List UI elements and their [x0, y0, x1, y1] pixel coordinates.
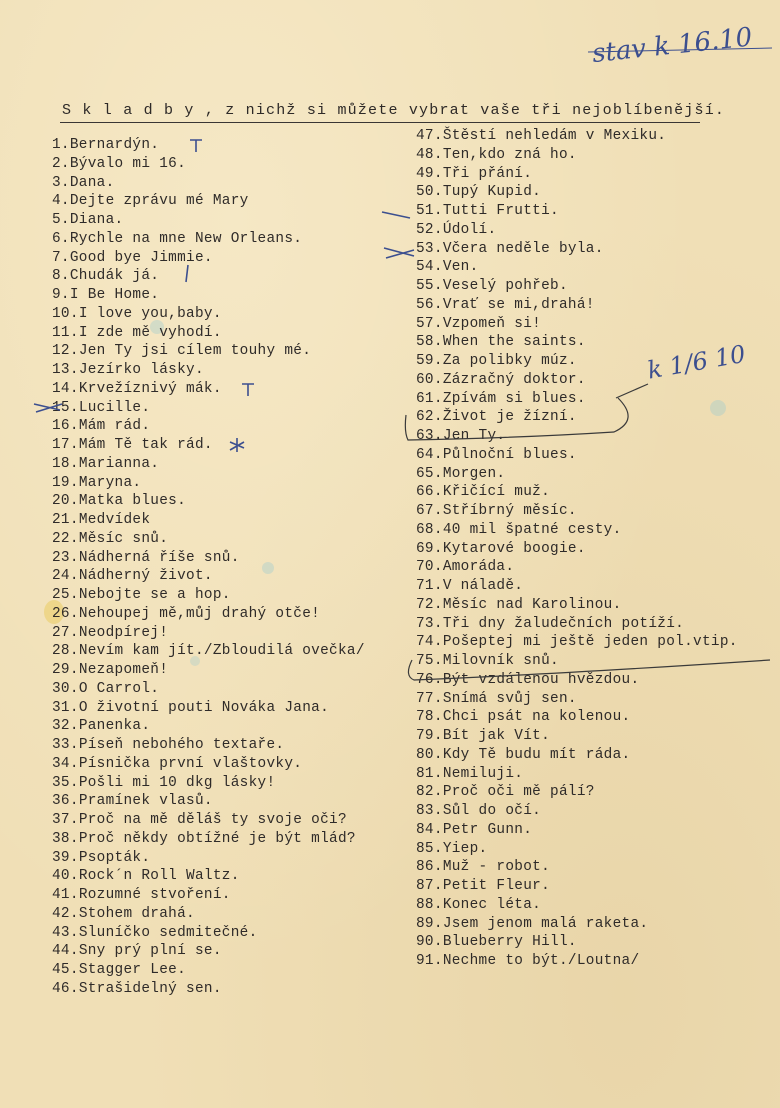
song-item	[416, 858, 776, 877]
song-number: 64.	[416, 446, 443, 463]
song-title: Písnička první vlaštovky.	[78, 755, 303, 772]
song-title: Sůl do očí.	[442, 803, 542, 819]
handwritten-date-note: k 1/6 10	[645, 339, 748, 385]
song-title: Pošli mi 10 dkg lásky!	[78, 774, 276, 791]
song-title: Krvežíznivý mák.	[78, 380, 222, 397]
song-title: Blueberry Hill.	[442, 934, 577, 951]
song-title: I love you,baby.	[78, 305, 222, 322]
song-number: 11.	[52, 324, 79, 341]
song-title: Morgen.	[442, 465, 506, 482]
song-number: 83.	[416, 803, 443, 819]
song-item	[52, 924, 407, 943]
song-number: 7.	[52, 249, 70, 266]
song-number: 39.	[52, 849, 79, 866]
song-title: I Be Home.	[69, 287, 160, 303]
song-item	[416, 446, 776, 465]
song-title: Život je žízní.	[442, 409, 577, 426]
song-item	[416, 690, 776, 709]
song-title: Petr Gunn.	[442, 821, 533, 838]
song-title: Bít jak Vít.	[442, 728, 551, 744]
song-title: Tupý Kupid.	[442, 184, 542, 201]
song-number: 47.	[416, 128, 443, 144]
song-item	[416, 540, 776, 559]
song-item	[52, 642, 407, 661]
song-number: 88.	[416, 896, 443, 913]
song-number: 60.	[416, 371, 443, 388]
song-number: 53.	[416, 240, 443, 257]
song-item	[416, 202, 776, 221]
song-item	[52, 905, 407, 924]
song-number: 46.	[52, 980, 79, 997]
song-item	[52, 792, 407, 811]
song-title: Měsíc nad Karolinou.	[442, 596, 622, 613]
song-number: 77.	[416, 690, 443, 707]
song-number: 16.	[52, 418, 79, 435]
song-title: I zde mě vyhodí.	[78, 324, 222, 341]
song-title: Pramínek vlasů.	[78, 793, 213, 810]
song-number: 59.	[416, 353, 443, 369]
song-item	[416, 633, 776, 652]
song-title: Matka blues.	[78, 493, 187, 510]
song-title: Jsem jenom malá raketa.	[442, 915, 649, 932]
song-item	[416, 502, 776, 521]
song-title: Tři přání.	[442, 165, 533, 182]
song-number: 91.	[416, 953, 443, 969]
song-title: Měsíc snů.	[78, 530, 169, 547]
song-item	[416, 746, 776, 765]
song-item	[416, 296, 776, 315]
song-item	[416, 558, 776, 577]
song-item	[416, 596, 776, 615]
song-item	[52, 399, 407, 418]
song-number: 12.	[52, 343, 79, 360]
song-number: 30.	[52, 680, 79, 697]
song-number: 28.	[52, 643, 79, 660]
song-number: 50.	[416, 184, 443, 201]
song-number: 86.	[416, 859, 443, 876]
song-number: 65.	[416, 465, 443, 482]
song-title: Nevím kam jít./Zbloudilá ovečka/	[78, 643, 365, 660]
song-title: Rozumné stvoření.	[78, 887, 231, 903]
song-number: 43.	[52, 924, 79, 941]
song-title: Nebojte se a hop.	[78, 587, 231, 603]
song-number: 67.	[416, 503, 443, 519]
song-number: 71.	[416, 578, 443, 594]
song-number: 41.	[52, 887, 79, 903]
song-title: Rychle na mne New Orleans.	[69, 230, 303, 247]
song-item	[416, 258, 776, 277]
song-title: Konec léta.	[442, 896, 542, 913]
song-title: Stagger Lee.	[78, 962, 187, 978]
song-item	[52, 549, 407, 568]
song-number: 8.	[52, 268, 70, 285]
song-number: 80.	[416, 746, 443, 763]
song-item	[416, 708, 776, 727]
song-item	[52, 942, 407, 961]
song-number: 56.	[416, 296, 443, 313]
song-title: Veselý pohřeb.	[442, 278, 568, 294]
song-number: 38.	[52, 830, 79, 847]
song-item	[52, 605, 407, 624]
song-number: 52.	[416, 221, 443, 238]
song-item	[416, 483, 776, 502]
song-title: Muž - robot.	[442, 859, 551, 876]
song-title: Sny prý plní se.	[78, 943, 222, 960]
song-number: 85.	[416, 840, 443, 857]
song-number: 26.	[52, 605, 79, 622]
song-item	[52, 155, 407, 174]
song-item	[52, 324, 407, 343]
song-number: 6.	[52, 230, 70, 247]
song-title: Nádherný život.	[78, 568, 213, 585]
song-item	[52, 455, 407, 474]
song-item	[52, 661, 407, 680]
song-number: 22.	[52, 530, 79, 547]
song-number: 48.	[416, 146, 443, 163]
song-number: 69.	[416, 540, 443, 557]
song-title: Tutti Frutti.	[442, 203, 559, 219]
song-title: Stohem drahá.	[78, 905, 195, 922]
song-title: Jezírko lásky.	[78, 362, 204, 378]
song-item	[52, 380, 407, 399]
song-item	[52, 305, 407, 324]
song-number: 4.	[52, 193, 70, 210]
song-number: 21.	[52, 512, 79, 528]
song-number: 66.	[416, 484, 443, 501]
song-title: Vrať se mi,drahá!	[442, 296, 595, 313]
song-title: Neodpírej!	[78, 624, 169, 641]
song-item	[416, 465, 776, 484]
song-number: 78.	[416, 709, 443, 726]
song-number: 17.	[52, 437, 79, 453]
song-number: 29.	[52, 662, 79, 678]
song-number: 3.	[52, 174, 70, 191]
song-number: 24.	[52, 568, 79, 585]
song-title: Stříbrný měsíc.	[442, 503, 577, 519]
song-number: 58.	[416, 334, 443, 351]
song-number: 36.	[52, 793, 79, 810]
song-title: O Carrol.	[78, 680, 160, 697]
song-title: Údolí.	[442, 221, 497, 238]
song-title: Milovník snů.	[442, 653, 559, 669]
song-number: 74.	[416, 634, 443, 651]
song-item	[52, 417, 407, 436]
song-item	[416, 240, 776, 259]
song-item	[416, 783, 776, 802]
song-item	[52, 249, 407, 268]
song-item	[52, 230, 407, 249]
song-number: 84.	[416, 821, 443, 838]
song-title: Štěstí nehledám v Mexiku.	[442, 128, 667, 144]
song-title: Nehoupej mě,můj drahý otče!	[78, 605, 321, 622]
song-number: 61.	[416, 390, 443, 407]
song-title: Nádherná říše snů.	[78, 549, 240, 566]
song-title: Maryna.	[78, 474, 142, 491]
song-number: 19.	[52, 474, 79, 491]
song-title: Proč někdy obtížné je být mlád?	[78, 830, 356, 847]
song-title: Píseň nebohého textaře.	[78, 737, 285, 753]
song-item	[52, 717, 407, 736]
song-number: 75.	[416, 653, 443, 669]
song-title: Marianna.	[78, 455, 160, 472]
song-title: Vzpomeň si!	[442, 315, 542, 332]
song-title: Křičící muž.	[442, 484, 551, 501]
song-title: Nemiluji.	[442, 765, 524, 782]
song-item	[52, 849, 407, 868]
song-number: 27.	[52, 624, 79, 641]
song-number: 18.	[52, 455, 79, 472]
song-item	[52, 980, 407, 999]
song-number: 13.	[52, 362, 79, 378]
song-number: 34.	[52, 755, 79, 772]
song-item	[52, 699, 407, 718]
song-title: Yiep.	[442, 840, 488, 857]
song-title: Chci psát na kolenou.	[442, 709, 631, 726]
song-item	[52, 586, 407, 605]
song-item	[52, 286, 407, 305]
song-title: Dejte zprávu mé Mary	[69, 193, 249, 210]
song-title: Nezapomeň!	[78, 662, 169, 678]
song-title: Rock´n Roll Waltz.	[78, 868, 240, 885]
song-item	[52, 961, 407, 980]
song-item	[416, 146, 776, 165]
song-item	[52, 211, 407, 230]
song-number: 70.	[416, 559, 443, 576]
page-heading: S k l a d b y , z nichž si můžete vybrat vaše tři nejoblíbenější.	[62, 102, 726, 119]
song-item	[52, 192, 407, 211]
song-item	[52, 680, 407, 699]
song-number: 37.	[52, 812, 79, 828]
song-title: Půlnoční blues.	[442, 446, 577, 463]
song-number: 76.	[416, 671, 443, 688]
song-item	[52, 342, 407, 361]
song-number: 15.	[52, 399, 79, 416]
song-title: Dana.	[69, 174, 115, 191]
song-title: Medvídek	[78, 512, 151, 528]
song-number: 44.	[52, 943, 79, 960]
song-number: 9.	[52, 287, 70, 303]
song-number: 32.	[52, 718, 79, 735]
song-number: 45.	[52, 962, 79, 978]
song-title: Za polibky múz.	[442, 353, 577, 369]
song-item	[52, 886, 407, 905]
song-item	[52, 436, 407, 455]
song-number: 57.	[416, 315, 443, 332]
handwritten-status-note: stav k 16.10	[590, 22, 754, 70]
song-number: 63.	[416, 428, 443, 444]
song-title: Ven.	[442, 259, 479, 276]
song-item	[416, 315, 776, 334]
song-item	[52, 774, 407, 793]
song-item	[416, 183, 776, 202]
song-item	[52, 511, 407, 530]
song-item	[416, 671, 776, 690]
song-number: 54.	[416, 259, 443, 276]
song-number: 33.	[52, 737, 79, 753]
song-title: Ten,kdo zná ho.	[442, 146, 577, 163]
song-number: 31.	[52, 699, 79, 716]
song-item	[416, 765, 776, 784]
song-title: Kytarové boogie.	[442, 540, 586, 557]
song-item	[52, 867, 407, 886]
song-number: 68.	[416, 521, 443, 538]
song-title: Mám Tě tak rád.	[78, 437, 213, 453]
song-number: 35.	[52, 774, 79, 791]
song-item	[416, 952, 776, 971]
song-title: Chudák já.	[69, 268, 160, 285]
song-number: 89.	[416, 915, 443, 932]
song-title: Zázračný doktor.	[442, 371, 586, 388]
song-title: O životní pouti Nováka Jana.	[78, 699, 330, 716]
song-title: Včera neděle byla.	[442, 240, 604, 257]
song-item	[52, 830, 407, 849]
song-title: Nechme to být./Loutna/	[442, 953, 640, 969]
song-number: 73.	[416, 615, 443, 632]
song-title: Mám rád.	[78, 418, 151, 435]
song-item	[416, 127, 776, 146]
song-title: Zpívám si blues.	[442, 390, 586, 407]
song-list-right	[416, 127, 776, 971]
heading-underline	[60, 122, 700, 123]
song-item	[416, 408, 776, 427]
song-number: 62.	[416, 409, 443, 426]
song-title: Diana.	[69, 212, 124, 228]
song-title: Panenka.	[78, 718, 151, 735]
song-item	[416, 521, 776, 540]
song-number: 90.	[416, 934, 443, 951]
song-item	[416, 615, 776, 634]
song-title: When the saints.	[442, 334, 586, 351]
song-title: Tři dny žaludečních potíží.	[442, 615, 685, 632]
song-item	[416, 277, 776, 296]
song-title: Lucille.	[78, 399, 151, 416]
song-title: Amoráda.	[442, 559, 515, 576]
song-title: Snímá svůj sen.	[442, 690, 577, 707]
song-number: 10.	[52, 305, 79, 322]
song-item	[52, 267, 407, 286]
song-title: Strašidelný sen.	[78, 980, 222, 997]
song-item	[416, 577, 776, 596]
song-title: Proč na mě děláš ty svoje oči?	[78, 812, 347, 828]
song-item	[52, 624, 407, 643]
song-item	[52, 567, 407, 586]
song-number: 79.	[416, 728, 443, 744]
song-number: 23.	[52, 549, 79, 566]
song-item	[416, 427, 776, 446]
song-title: 40 mil špatné cesty.	[442, 521, 622, 538]
song-item	[416, 915, 776, 934]
song-number: 5.	[52, 212, 70, 228]
song-item	[52, 474, 407, 493]
song-item	[52, 361, 407, 380]
song-item	[416, 390, 776, 409]
song-number: 49.	[416, 165, 443, 182]
song-title: Good bye Jimmie.	[69, 249, 213, 266]
song-list-left	[52, 136, 407, 999]
song-number: 25.	[52, 587, 79, 603]
song-number: 81.	[416, 765, 443, 782]
song-title: Jen Ty jsi cílem touhy mé.	[78, 343, 312, 360]
song-title: Bernardýn.	[69, 137, 160, 153]
song-title: Bývalo mi 16.	[69, 155, 187, 172]
song-item	[416, 840, 776, 859]
song-title: Kdy Tě budu mít ráda.	[442, 746, 631, 763]
song-item	[416, 652, 776, 671]
song-number: 40.	[52, 868, 79, 885]
song-number: 82.	[416, 784, 443, 801]
song-number: 20.	[52, 493, 79, 510]
song-item	[416, 221, 776, 240]
song-item	[52, 136, 407, 155]
song-number: 87.	[416, 878, 443, 894]
song-item	[52, 492, 407, 511]
song-item	[52, 755, 407, 774]
song-title: Proč oči mě pálí?	[442, 784, 595, 801]
song-title: Být vzdálenou hvězdou.	[442, 671, 640, 688]
song-number: 42.	[52, 905, 79, 922]
song-title: Psopták.	[78, 849, 151, 866]
song-item	[416, 877, 776, 896]
song-number: 1.	[52, 137, 70, 153]
song-item	[416, 165, 776, 184]
song-title: Pošeptej mi ještě jeden pol.vtip.	[442, 634, 738, 651]
song-title: V náladě.	[442, 578, 524, 594]
song-number: 14.	[52, 380, 79, 397]
song-item	[52, 811, 407, 830]
song-item	[52, 736, 407, 755]
song-title: Petit Fleur.	[442, 878, 551, 894]
song-number: 51.	[416, 203, 443, 219]
song-item	[416, 802, 776, 821]
song-item	[52, 174, 407, 193]
song-number: 2.	[52, 155, 70, 172]
song-number: 55.	[416, 278, 443, 294]
song-number: 72.	[416, 596, 443, 613]
song-item	[52, 530, 407, 549]
song-item	[416, 821, 776, 840]
song-item	[416, 727, 776, 746]
song-title: Jen Ty.	[442, 428, 506, 444]
song-title: Sluníčko sedmitečné.	[78, 924, 258, 941]
song-item	[416, 933, 776, 952]
song-item	[416, 896, 776, 915]
